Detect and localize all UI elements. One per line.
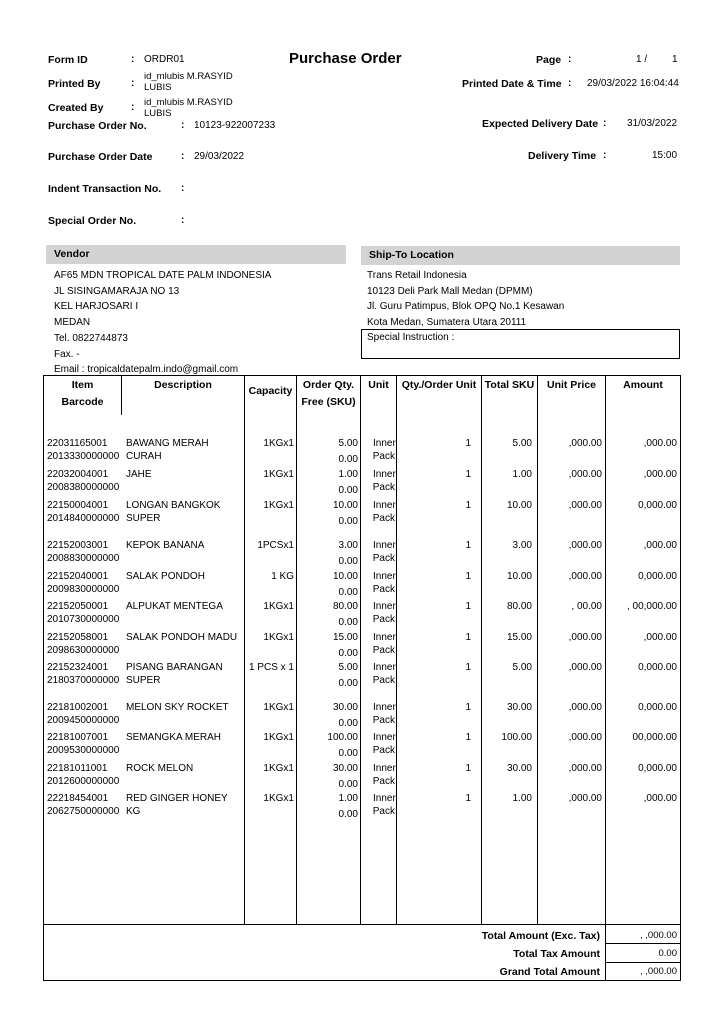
cell-unit-2: Pack <box>372 451 395 462</box>
cell-description: BAWANG MERAH CURAH <box>126 438 209 462</box>
indent-label: Indent Transaction No. <box>48 183 162 195</box>
cell-order-qty: 10.00 <box>332 500 358 511</box>
cell-qty-order-unit: 1 <box>465 732 471 743</box>
cell-unit-2: Pack <box>372 482 395 493</box>
colon: : <box>568 54 572 65</box>
header-line: Item <box>71 379 94 391</box>
header-total-sku: Total SKU <box>484 379 535 391</box>
cell-qty-order-unit: 1 <box>465 469 471 480</box>
cell-item: 22152058001 <box>47 632 109 643</box>
po-no-label: Purchase Order No. <box>48 120 147 132</box>
cell-item: 22031165001 <box>47 438 108 449</box>
cell-item: 22181002001 <box>47 702 109 713</box>
header-line: Free (SKU) <box>301 396 356 408</box>
ship-to-line: Kota Medan, Sumatera Utara 20111 <box>367 317 527 329</box>
cell-total-sku: 5.00 <box>512 438 532 449</box>
cell-capacity: 1KGx1 <box>263 469 294 480</box>
page-value: 1 / <box>636 54 648 65</box>
cell-barcode: 2008830000000 <box>47 553 120 564</box>
cell-barcode: 2014840000000 <box>47 513 120 524</box>
cell-unit: Inner <box>373 763 396 774</box>
cell-barcode: 2009450000000 <box>47 715 120 726</box>
cell-description: SEMANGKA MERAH <box>126 732 222 743</box>
cell-unit: Inner <box>373 702 396 713</box>
page-label: Page <box>536 54 562 66</box>
cell-description: ROCK MELON <box>126 763 194 774</box>
cell-description: PISANG BARANGAN <box>126 662 223 673</box>
cell-qty-order-unit: 1 <box>465 540 471 551</box>
expected-delivery-label: Expected Delivery Date <box>482 118 599 130</box>
cell-order-qty: 80.00 <box>332 601 358 612</box>
printed-by-label: Printed By <box>48 78 101 90</box>
cell-unit-price: ,000.00 <box>568 702 602 713</box>
cell-barcode: 2013330000000 <box>47 451 120 462</box>
special-instruction-box <box>361 329 680 359</box>
cell-unit-price: ,000.00 <box>568 662 602 673</box>
po-no-value: 10123-922007233 <box>194 120 276 131</box>
cell-amount: 0,000.00 <box>638 763 677 774</box>
ship-to-line: Jl. Guru Patimpus, Blok OPQ No.1 Kesawan <box>367 301 565 313</box>
cell-unit: Inner <box>373 571 396 582</box>
grand-total-label: Grand Total Amount <box>499 966 600 978</box>
delivery-time-value: 15:00 <box>652 150 678 161</box>
header-qty-order-unit: Qty./Order Unit <box>401 379 477 391</box>
column-line <box>244 375 245 924</box>
cell-total-sku: 5.00 <box>512 662 532 673</box>
po-date-label: Purchase Order Date <box>48 151 153 163</box>
cell-free-qty: 0.00 <box>338 748 358 759</box>
cell-amount: 0,000.00 <box>638 571 677 582</box>
cell-total-sku: 100.00 <box>501 732 532 743</box>
total-tax-label: Total Tax Amount <box>513 948 600 960</box>
cell-total-sku: 30.00 <box>506 702 532 713</box>
header-amount: Amount <box>623 379 663 391</box>
cell-unit-price: ,000.00 <box>568 540 602 551</box>
cell-capacity: 1PCSx1 <box>257 540 294 551</box>
created-by-label: Created By <box>48 102 104 114</box>
cell-total-sku: 80.00 <box>506 601 532 612</box>
cell-free-qty: 0.00 <box>338 779 358 790</box>
cell-item: 22181011001 <box>47 763 108 774</box>
cell-order-qty: 30.00 <box>332 763 358 774</box>
vendor-line: MEDAN <box>54 317 91 329</box>
cell-amount: ,000.00 <box>643 540 677 551</box>
cell-unit: Inner <box>373 500 396 511</box>
vendor-line: Fax. - <box>54 348 80 360</box>
total-amount-label: Total Amount (Exc. Tax) <box>481 930 600 942</box>
colon: : <box>181 215 185 226</box>
cell-description: LONGAN BANGKOK <box>126 500 221 511</box>
printed-by-line: id_mlubis M.RASYID <box>144 71 233 82</box>
cell-qty-order-unit: 1 <box>465 632 471 643</box>
po-date-value: 29/03/2022 <box>194 151 245 162</box>
vendor-address <box>54 268 271 378</box>
delivery-time-label: Delivery Time <box>528 150 597 162</box>
cell-unit-2: Pack <box>372 675 395 686</box>
cell-item: 22032004001 <box>47 469 109 480</box>
cell-order-qty: 10.00 <box>332 571 358 582</box>
column-line <box>481 375 482 924</box>
cell-capacity: 1KGx1 <box>263 732 294 743</box>
colon: : <box>603 150 607 161</box>
cell-qty-order-unit: 1 <box>465 702 471 713</box>
document-title: Purchase Order <box>289 50 402 67</box>
cell-description: JAHE <box>126 469 152 480</box>
vendor-line: JL SISINGAMARAJA NO 13 <box>54 285 180 297</box>
ship-to-address <box>367 268 564 331</box>
header-unit: Unit <box>368 379 389 391</box>
cell-capacity: 1KGx1 <box>263 702 294 713</box>
cell-unit-2: Pack <box>372 776 395 787</box>
cell-free-qty: 0.00 <box>338 516 358 527</box>
cell-description: SALAK PONDOH <box>126 571 205 582</box>
cell-unit-price: ,000.00 <box>568 793 602 804</box>
colon: : <box>603 118 607 129</box>
cell-capacity: 1KGx1 <box>263 601 294 612</box>
cell-item: 22152040001 <box>47 571 109 582</box>
cell-capacity: 1KGx1 <box>263 438 294 449</box>
vendor-line: Email : tropicaldatepalm.indo@gmail.com <box>54 364 239 376</box>
total-amount-value: , ,000.00 <box>640 930 677 941</box>
form-id-value: ORDR01 <box>144 54 185 65</box>
header-description: Description <box>154 379 212 391</box>
cell-amount: 00,000.00 <box>632 732 677 743</box>
cell-barcode: 2062750000000 <box>47 806 120 817</box>
cell-total-sku: 30.00 <box>506 763 532 774</box>
printed-by-line: LUBIS <box>144 82 172 93</box>
cell-total-sku: 10.00 <box>506 571 532 582</box>
cell-unit-price: , 00.00 <box>571 601 602 612</box>
cell-amount: 0,000.00 <box>638 662 677 673</box>
colon: : <box>181 120 185 131</box>
cell-unit-2: Pack <box>372 513 395 524</box>
header-line: Order Qty. <box>302 379 355 391</box>
cell-free-qty: 0.00 <box>338 454 358 465</box>
vendor-line: AF65 MDN TROPICAL DATE PALM INDONESIA <box>54 270 272 281</box>
cell-amount: 0,000.00 <box>638 500 677 511</box>
cell-amount: ,000.00 <box>643 438 677 449</box>
cell-description: MELON SKY ROCKET <box>126 702 229 713</box>
cell-order-qty: 3.00 <box>338 540 358 551</box>
colon: : <box>131 54 135 65</box>
cell-unit-2: Pack <box>372 645 395 656</box>
header-item-barcode <box>44 377 121 411</box>
cell-unit: Inner <box>373 540 396 551</box>
cell-item: 22150004001 <box>47 500 109 511</box>
cell-free-qty: 0.00 <box>338 678 358 689</box>
cell-item: 22152324001 <box>47 662 109 673</box>
vendor-line: Tel. 0822744873 <box>54 332 128 344</box>
cell-barcode: 2010730000000 <box>47 614 120 625</box>
cell-free-qty: 0.00 <box>338 809 358 820</box>
cell-free-qty: 0.00 <box>338 485 358 496</box>
header-capacity: Capacity <box>248 385 293 397</box>
colon: : <box>131 102 135 113</box>
cell-unit: Inner <box>373 469 396 480</box>
header-unit-price: Unit Price <box>546 379 596 391</box>
cell-qty-order-unit: 1 <box>465 500 471 511</box>
cell-amount: 0,000.00 <box>638 702 677 713</box>
header-order-qty <box>297 377 360 411</box>
cell-item: 22181007001 <box>47 732 109 743</box>
cell-free-qty: 0.00 <box>338 556 358 567</box>
cell-order-qty: 1.00 <box>338 469 358 480</box>
cell-amount: ,000.00 <box>643 632 677 643</box>
cell-unit: Inner <box>373 793 396 804</box>
cell-barcode: 2009830000000 <box>47 584 120 595</box>
column-line <box>396 375 397 924</box>
colon: : <box>181 183 185 194</box>
cell-capacity: 1 KG <box>271 571 294 582</box>
cell-barcode: 2098630000000 <box>47 645 120 656</box>
cell-unit: Inner <box>373 632 396 643</box>
printed-by-value <box>144 71 233 93</box>
cell-description-2: SUPER <box>126 675 161 686</box>
cell-barcode: 2008380000000 <box>47 482 120 493</box>
created-by-line: LUBIS <box>144 108 172 119</box>
cell-amount: ,000.00 <box>643 793 677 804</box>
cell-order-qty: 5.00 <box>338 662 358 673</box>
cell-capacity: 1KGx1 <box>263 763 294 774</box>
created-by-value <box>144 97 233 119</box>
cell-barcode: 2009530000000 <box>47 745 120 756</box>
header-line: Barcode <box>61 396 104 408</box>
cell-total-sku: 1.00 <box>512 469 532 480</box>
cell-unit: Inner <box>373 601 396 612</box>
totals-divider <box>605 962 681 963</box>
special-order-label: Special Order No. <box>48 215 137 227</box>
vendor-title: Vendor <box>46 245 346 264</box>
cell-unit-2: Pack <box>372 614 395 625</box>
created-by-line: id_mlubis M.RASYID <box>144 97 233 108</box>
cell-qty-order-unit: 1 <box>465 601 471 612</box>
grand-total-value: , ,000.00 <box>640 966 677 977</box>
cell-free-qty: 0.00 <box>338 617 358 628</box>
cell-free-qty: 0.00 <box>338 648 358 659</box>
cell-qty-order-unit: 1 <box>465 571 471 582</box>
ship-to-line: 10123 Deli Park Mall Medan (DPMM) <box>367 285 533 297</box>
cell-description: KEPOK BANANA <box>126 540 205 551</box>
cell-item: 22218454001 <box>47 793 109 804</box>
cell-barcode: 2180370000000 <box>47 675 120 686</box>
colon: : <box>568 78 572 89</box>
cell-amount: ,000.00 <box>643 469 677 480</box>
cell-qty-order-unit: 1 <box>465 763 471 774</box>
table-divider <box>43 924 681 925</box>
cell-capacity: 1KGx1 <box>263 632 294 643</box>
expected-delivery-value: 31/03/2022 <box>627 118 678 129</box>
cell-barcode: 2012600000000 <box>47 776 120 787</box>
cell-free-qty: 0.00 <box>338 718 358 729</box>
cell-unit: Inner <box>373 732 396 743</box>
cell-item: 22152003001 <box>47 540 109 551</box>
cell-free-qty: 0.00 <box>338 587 358 598</box>
cell-description: ALPUKAT MENTEGA <box>126 601 223 612</box>
cell-unit: Inner <box>373 662 396 673</box>
form-id-label: Form ID <box>48 54 88 66</box>
cell-unit-price: ,000.00 <box>568 571 602 582</box>
cell-unit-price: ,000.00 <box>568 632 602 643</box>
page-total: 1 <box>672 54 678 65</box>
cell-unit-2: Pack <box>372 745 395 756</box>
cell-item: 22152050001 <box>47 601 109 612</box>
printed-dt-value: 29/03/2022 16:04:44 <box>587 78 679 89</box>
cell-qty-order-unit: 1 <box>465 438 471 449</box>
colon: : <box>181 151 185 162</box>
cell-qty-order-unit: 1 <box>465 662 471 673</box>
cell-total-sku: 15.00 <box>506 632 532 643</box>
cell-unit-2: Pack <box>372 584 395 595</box>
cell-unit-price: ,000.00 <box>568 438 602 449</box>
cell-order-qty: 5.00 <box>338 438 358 449</box>
colon: : <box>131 78 135 89</box>
cell-qty-order-unit: 1 <box>465 793 471 804</box>
totals-divider <box>605 943 681 944</box>
cell-order-qty: 1.00 <box>338 793 358 804</box>
cell-unit-price: ,000.00 <box>568 763 602 774</box>
cell-unit-2: Pack <box>372 553 395 564</box>
ship-to-title: Ship-To Location <box>361 246 680 265</box>
cell-order-qty: 30.00 <box>332 702 358 713</box>
total-tax-value: 0.00 <box>658 948 677 959</box>
column-line <box>537 375 538 924</box>
cell-description: SALAK PONDOH MADU <box>126 632 238 643</box>
cell-capacity: 1 PCS x 1 <box>248 662 294 673</box>
cell-unit-2: Pack <box>372 806 395 817</box>
cell-order-qty: 15.00 <box>332 632 358 643</box>
cell-total-sku: 10.00 <box>506 500 532 511</box>
cell-total-sku: 3.00 <box>512 540 532 551</box>
cell-capacity: 1KGx1 <box>263 793 294 804</box>
cell-capacity: 1KGx1 <box>263 500 294 511</box>
special-instruction-label: Special Instruction : <box>367 332 455 343</box>
vendor-line: KEL HARJOSARI I <box>54 301 139 313</box>
cell-total-sku: 1.00 <box>512 793 532 804</box>
cell-amount: , 00,000.00 <box>626 601 677 612</box>
cell-unit-price: ,000.00 <box>568 732 602 743</box>
ship-to-line: Trans Retail Indonesia <box>367 270 467 281</box>
printed-dt-label: Printed Date & Time <box>462 78 562 90</box>
cell-unit-price: ,000.00 <box>568 469 602 480</box>
cell-description: RED GINGER HONEY KG <box>126 793 228 817</box>
cell-unit-price: ,000.00 <box>568 500 602 511</box>
cell-unit: Inner <box>373 438 396 449</box>
cell-description-2: SUPER <box>126 513 161 524</box>
cell-unit-2: Pack <box>372 715 395 726</box>
column-line <box>605 375 606 981</box>
cell-order-qty: 100.00 <box>327 732 358 743</box>
